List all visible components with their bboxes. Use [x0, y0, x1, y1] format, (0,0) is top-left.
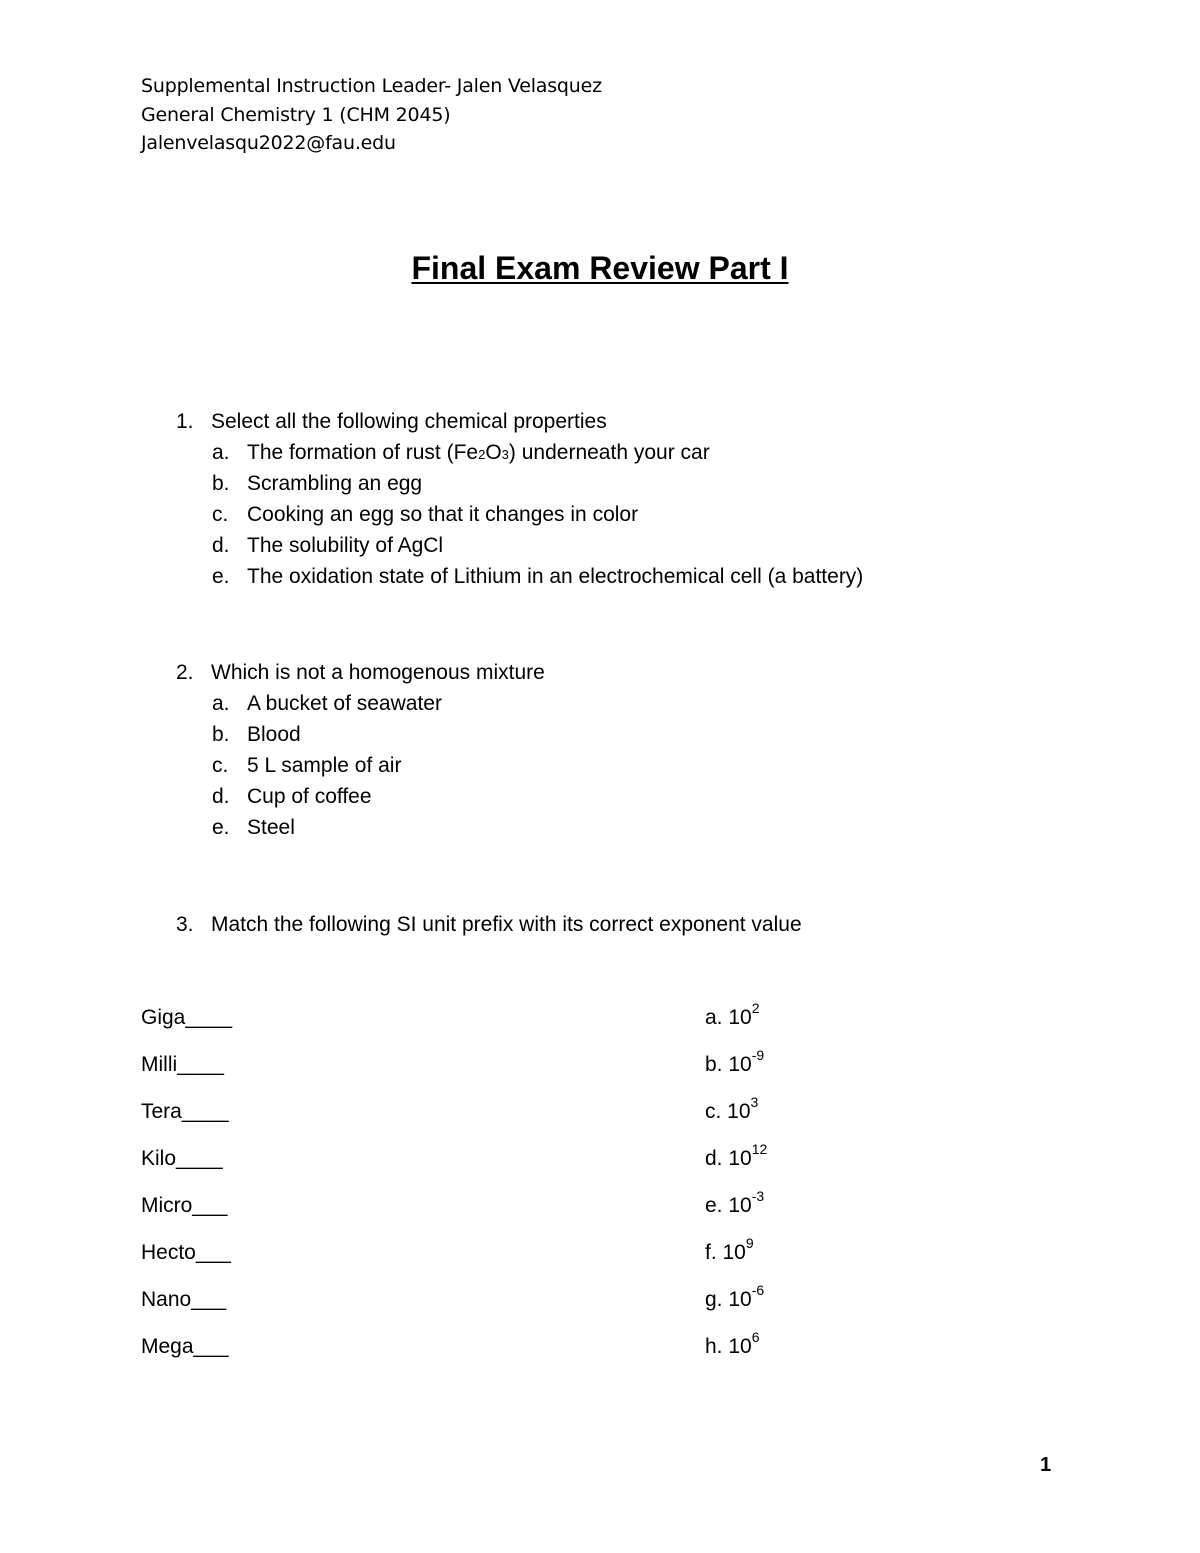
prefix-blank: Kilo____ — [141, 1147, 223, 1170]
option-letter: e. — [212, 565, 230, 588]
option-letter: b. — [212, 472, 230, 495]
exponent-base: d. 10 — [705, 1147, 752, 1170]
option-text: Blood — [247, 723, 301, 746]
prefix-blank: Hecto___ — [141, 1241, 231, 1264]
exponent-base: b. 10 — [705, 1053, 752, 1076]
exponent-base: c. 10 — [705, 1100, 751, 1123]
exponent-power: -3 — [751, 1188, 765, 1204]
prefix-blank: Milli____ — [141, 1053, 224, 1076]
option-letter: d. — [212, 534, 230, 557]
header-course-line: General Chemistry 1 (CHM 2045) — [141, 103, 451, 126]
exponent-power: 3 — [750, 1094, 759, 1110]
exponent-power: 6 — [751, 1329, 760, 1345]
matching-row — [141, 1094, 841, 1141]
option-text-part: O — [485, 441, 502, 464]
exponent-choice — [705, 1329, 760, 1365]
header-leader-line: Supplemental Instruction Leader- Jalen Velasquez — [141, 75, 602, 97]
exponent-power: 2 — [751, 1000, 760, 1016]
prefix-blank: Mega___ — [141, 1335, 229, 1358]
option-letter: c. — [212, 503, 229, 526]
option-letter: a. — [212, 441, 230, 464]
subscript: 3 — [501, 447, 509, 462]
option-text-part: ) underneath your car — [508, 441, 710, 464]
prefix-blank: Micro___ — [141, 1194, 228, 1217]
question-number: 1. — [176, 410, 194, 433]
option-letter: c. — [212, 754, 229, 777]
matching-row — [141, 1235, 841, 1282]
subscript: 2 — [478, 447, 486, 462]
exponent-choice — [705, 1094, 758, 1130]
question-text: Match the following SI unit prefix with its correct exponent value — [211, 913, 802, 936]
option-text: Cup of coffee — [247, 785, 372, 808]
exponent-base: f. 10 — [705, 1241, 746, 1264]
option-letter: d. — [212, 785, 230, 808]
exponent-choice — [705, 1282, 764, 1318]
exponent-power: -9 — [751, 1047, 765, 1063]
exponent-base: e. 10 — [705, 1194, 752, 1217]
prefix-blank: Giga____ — [141, 1006, 233, 1029]
exponent-power: 9 — [745, 1235, 754, 1251]
matching-row — [141, 1000, 841, 1047]
exponent-base: g. 10 — [705, 1288, 752, 1311]
exponent-choice — [705, 1047, 764, 1083]
option-text: A bucket of seawater — [247, 692, 442, 715]
option-letter: a. — [212, 692, 230, 715]
matching-row — [141, 1282, 841, 1329]
exponent-choice — [705, 1141, 767, 1177]
author-header — [141, 72, 602, 158]
option-text: The solubility of AgCl — [247, 534, 444, 557]
matching-row — [141, 1188, 841, 1235]
question-text: Which is not a homogenous mixture — [211, 661, 545, 684]
exponent-choice — [705, 1235, 754, 1271]
matching-row — [141, 1047, 841, 1094]
option-letter: e. — [212, 816, 230, 839]
matching-table — [141, 1000, 841, 1376]
option-text — [247, 437, 710, 470]
header-email-line: Jalenvelasqu2022@fau.edu — [141, 132, 396, 154]
option-text: Cooking an egg so that it changes in color — [247, 503, 639, 526]
page-number: 1 — [1040, 1454, 1052, 1476]
exponent-base: a. 10 — [705, 1006, 752, 1029]
question-number: 3. — [176, 913, 194, 936]
prefix-blank: Tera____ — [141, 1100, 229, 1123]
question-number: 2. — [176, 661, 194, 684]
page-title: Final Exam Review Part I — [411, 250, 789, 286]
option-text: 5 L sample of air — [247, 754, 402, 777]
option-text: The oxidation state of Lithium in an electrochemical cell (a battery) — [247, 565, 864, 588]
option-text: Steel — [247, 816, 295, 839]
option-letter: b. — [212, 723, 230, 746]
exponent-choice — [705, 1000, 760, 1036]
matching-row — [141, 1329, 841, 1376]
option-text-part: The formation of rust (Fe — [247, 441, 479, 464]
option-text: Scrambling an egg — [247, 472, 423, 495]
exponent-choice — [705, 1188, 764, 1224]
prefix-blank: Nano___ — [141, 1288, 227, 1311]
exponent-power: -6 — [751, 1282, 765, 1298]
exponent-base: h. 10 — [705, 1335, 752, 1358]
exponent-power: 12 — [751, 1141, 768, 1157]
question-text: Select all the following chemical properties — [211, 410, 607, 433]
matching-row — [141, 1141, 841, 1188]
